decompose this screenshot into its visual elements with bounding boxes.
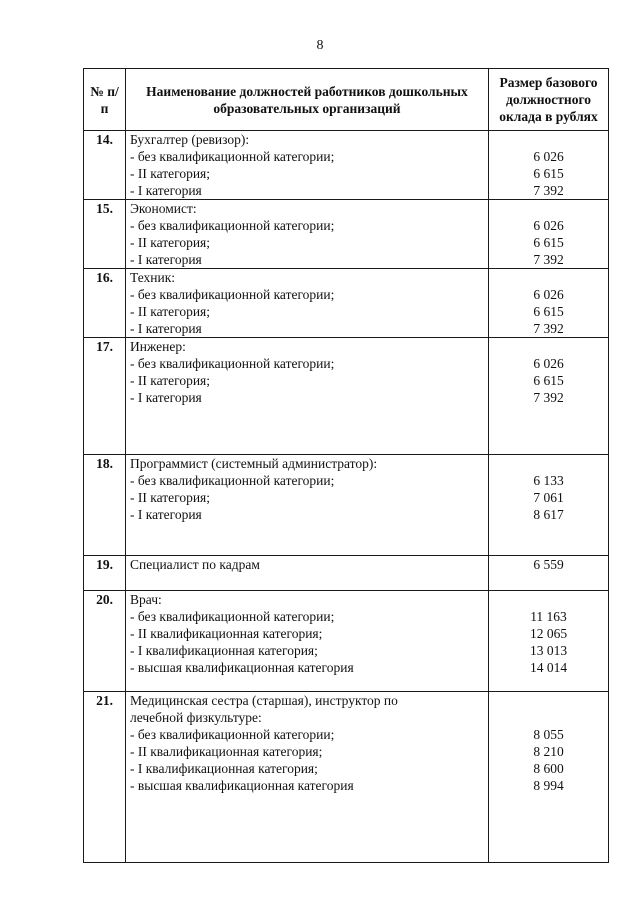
category-label: - I категория [130, 390, 202, 405]
position-title: Техник: [130, 270, 176, 285]
position-cell [126, 200, 489, 269]
salary-value: 7 392 [533, 321, 564, 336]
salary-cell [489, 692, 609, 863]
position-title: Бухгалтер (ревизор): [130, 132, 250, 147]
position-cell [126, 269, 489, 338]
table-row [84, 692, 609, 863]
salary-table [83, 68, 609, 863]
category-label: - без квалификационной категории; [130, 287, 335, 302]
header-base-salary: Размер базового должностного оклада в рублях [489, 69, 609, 131]
category-label: - I категория [130, 183, 202, 198]
table-row [84, 455, 609, 556]
category-label: - без квалификационной категории; [130, 609, 335, 624]
salary-value: 6 615 [533, 166, 564, 181]
position-cell [126, 556, 489, 591]
position-title: Врач: [130, 592, 162, 607]
category-label: - I квалификационная категория; [130, 643, 318, 658]
header-position-name: Наименование должностей работников дошкольных образовательных организаций [126, 69, 489, 131]
position-title: Программист (системный администратор): [130, 456, 378, 471]
category-label: - II квалификационная категория; [130, 744, 323, 759]
category-label: - II категория; [130, 373, 211, 388]
category-label: - без квалификационной категории; [130, 356, 335, 371]
category-label: - I категория [130, 507, 202, 522]
category-label: - без квалификационной категории; [130, 727, 335, 742]
salary-cell [489, 556, 609, 591]
row-number: 20. [84, 591, 126, 692]
salary-cell [489, 269, 609, 338]
position-cell [126, 455, 489, 556]
salary-value: 12 065 [529, 626, 568, 641]
salary-value: 6 026 [533, 287, 564, 302]
salary-value: 6 559 [533, 557, 564, 572]
row-number: 18. [84, 455, 126, 556]
category-label: - II квалификационная категория; [130, 626, 323, 641]
table-row [84, 200, 609, 269]
row-number: 21. [84, 692, 126, 863]
salary-cell [489, 131, 609, 200]
position-title: Инженер: [130, 339, 186, 354]
salary-value: 6 615 [533, 304, 564, 319]
row-number: 17. [84, 338, 126, 455]
header-number: № п/п [84, 69, 126, 131]
salary-value: 13 013 [529, 643, 568, 658]
salary-value: 7 392 [533, 183, 564, 198]
category-label: - высшая квалификационная категория [130, 660, 354, 675]
row-number: 19. [84, 556, 126, 591]
category-label: - I категория [130, 252, 202, 267]
category-label: - без квалификационной категории; [130, 149, 335, 164]
page-number: 8 [316, 38, 324, 53]
salary-cell [489, 338, 609, 455]
salary-cell [489, 455, 609, 556]
salary-value: 6 026 [533, 356, 564, 371]
salary-value: 8 210 [533, 744, 564, 759]
salary-value: 7 392 [533, 252, 564, 267]
position-title: Экономист: [130, 201, 197, 216]
salary-value: 6 615 [533, 235, 564, 250]
salary-value: 14 014 [529, 660, 568, 675]
row-number: 16. [84, 269, 126, 338]
table-header-row [84, 69, 609, 131]
category-label: - без квалификационной категории; [130, 218, 335, 233]
position-cell [126, 591, 489, 692]
row-number: 15. [84, 200, 126, 269]
category-label: - II категория; [130, 235, 211, 250]
salary-value: 6 026 [533, 149, 564, 164]
category-label: - без квалификационной категории; [130, 473, 335, 488]
salary-value: 6 615 [533, 373, 564, 388]
table-row [84, 269, 609, 338]
salary-value: 8 600 [533, 761, 564, 776]
salary-value: 11 163 [530, 609, 567, 624]
category-label: - I квалификационная категория; [130, 761, 318, 776]
salary-cell [489, 591, 609, 692]
salary-value: 6 026 [533, 218, 564, 233]
salary-value: 8 055 [533, 727, 564, 742]
salary-value: 7 061 [533, 490, 564, 505]
category-label: - I категория [130, 321, 202, 336]
table-row [84, 338, 609, 455]
table-row [84, 556, 609, 591]
position-cell [126, 131, 489, 200]
table-row [84, 131, 609, 200]
category-label: - II категория; [130, 304, 211, 319]
table-row [84, 591, 609, 692]
position-title-continued: лечебной физкультуре: [130, 710, 262, 725]
category-label: - высшая квалификационная категория [130, 778, 354, 793]
salary-value: 6 133 [533, 473, 564, 488]
position-title: Медицинская сестра (старшая), инструктор по [130, 693, 398, 708]
position-title: Специалист по кадрам [130, 557, 260, 572]
row-number: 14. [84, 131, 126, 200]
category-label: - II категория; [130, 490, 211, 505]
position-cell [126, 338, 489, 455]
position-cell [126, 692, 489, 863]
salary-value: 8 617 [533, 507, 564, 522]
salary-value: 8 994 [533, 778, 564, 793]
salary-cell [489, 200, 609, 269]
salary-value: 7 392 [533, 390, 564, 405]
category-label: - II категория; [130, 166, 211, 181]
